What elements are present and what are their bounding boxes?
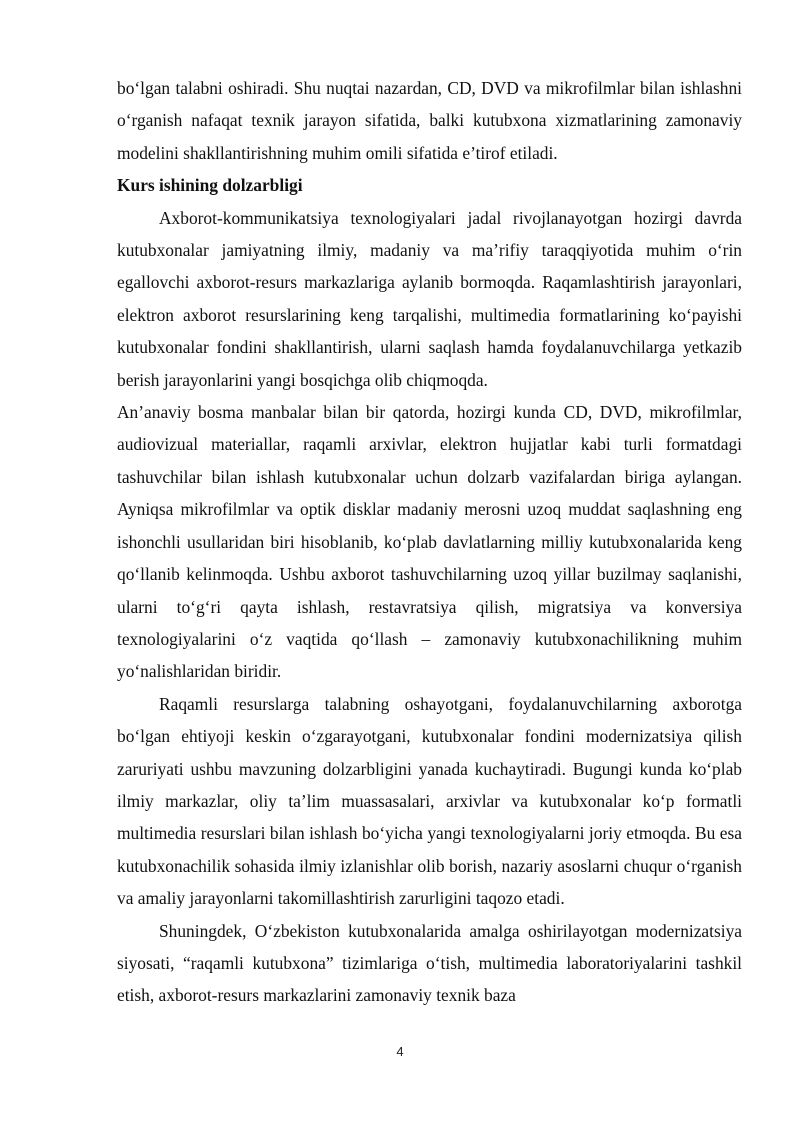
paragraph-traditional-sources: An’anaviy bosma manbalar bilan bir qatorda, hozirgi kunda CD, DVD, mikrofilmlar, audiovizual materiallar, raqamli arxivlar, elektron hujjatlar kabi turli formatdagi tashuvchilar bilan ishlash kutubxonalar uchun dolzarb vazifalardan biriga aylangan. Ayniqsa mikrofilmlar va optik disklar madaniy merosni uzoq muddat saqlashning eng ishonchli usullaridan biri hisoblanib, ko‘plab davlatlarning milliy kutubxonalarida keng qo‘llanib kelinmoqda. Ushbu axborot tashuvchilarning uzoq yillar buzilmay saqlanishi, ularni to‘g‘ri qayta ishlash, restavratsiya qilish, migratsiya va konversiya texnologiyalarini o‘z vaqtida qo‘llash – zamonaviy kutubxonachilikning muhim yo‘nalishlaridan biridir. bbox=[117, 402, 742, 682]
paragraph-continuation: bo‘lgan talabni oshiradi. Shu nuqtai nazardan, CD, DVD va mikrofilmlar bilan ishlashni o‘rganish nafaqat texnik jarayon sifatida, balki kutubxona xizmatlarining zamonaviy modelini shakllantirishning muhim omili sifatida e’tirof etiladi. bbox=[117, 78, 742, 163]
paragraph-uzbekistan-modernization: Shuningdek, O‘zbekiston kutubxonalarida amalga oshirilayotgan modernizatsiya siyosati, “raqamli kutubxona” tizimlariga o‘tish, multimedia laboratoriyalarini tashkil etish, axborot-resurs markazlarini zamonaviy texnik baza bbox=[117, 920, 742, 1006]
page-number: 4 bbox=[396, 1044, 404, 1059]
section-heading: Kurs ishining dolzarbligi bbox=[117, 175, 303, 196]
document-page bbox=[117, 72, 742, 1012]
paragraph-digital-demand: Raqamli resurslarga talabning oshayotgani, foydalanuvchilarning axborotga bo‘lgan ehtiyoji keskin o‘zgarayotgani, kutubxonalar fondini modernizatsiya qilish zaruriyati ushbu mavzuning dolzarbligini yanada kuchaytiradi. Bugungi kunda ko‘plab ilmiy markazlar, oliy ta’lim muassasalari, arxivlar va kutubxonalar ko‘p formatli multimedia resurslari bilan ishlash bo‘yicha yangi texnologiyalarni joriy etmoqda. Bu esa kutubxonachilik sohasida ilmiy izlanishlar olib borish, nazariy asoslarni chuqur o‘rganish va amaliy jarayonlarni takomillashtirish zarurligini taqozo etadi. bbox=[117, 693, 742, 909]
paragraph-ict-development: Axborot-kommunikatsiya texnologiyalari jadal rivojlanayotgan hozirgi davrda kutubxonalar jamiyatning ilmiy, madaniy va ma’rifiy taraqqiyotida muhim o‘rin egallovchi axborot-resurs markazlariga aylanib bormoqda. Raqamlashtirish jarayonlari, elektron axborot resurslarining keng tarqalishi, multimedia formatlarining ko‘payishi kutubxonalar fondini shakllantirish, ularni saqlash hamda foydalanuvchilarga yetkazib berish jarayonlarini yangi bosqichga olib chiqmoqda. bbox=[117, 207, 742, 390]
